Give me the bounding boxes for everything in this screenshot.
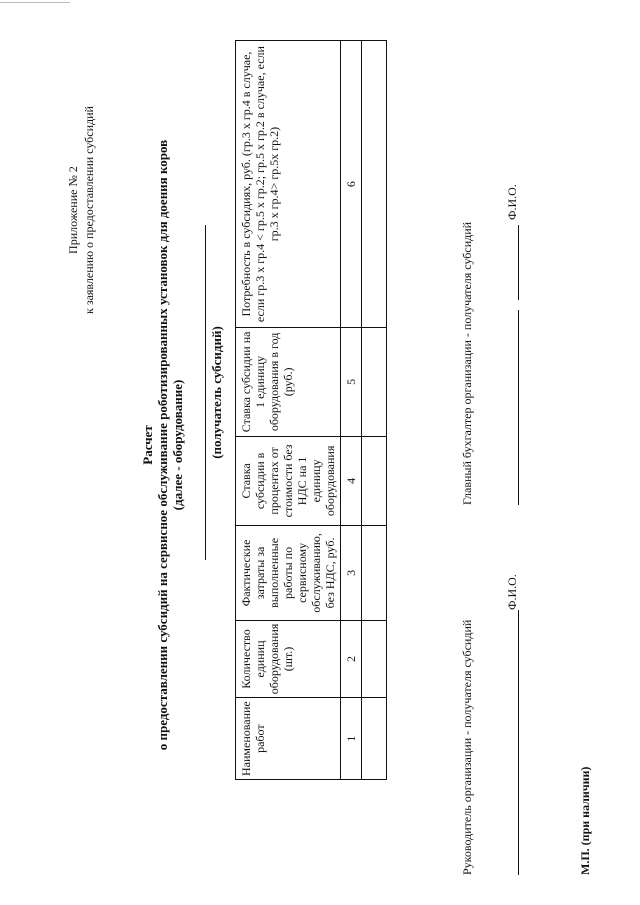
header-subsidy-percent: Ставка субсидии в процентах от стоимости без НДС на 1 единицу оборудования (236, 436, 341, 525)
header-subsidy-rate: Ставка субсидии на 1 единицу оборудования в год (руб.) (236, 328, 341, 437)
table-header-row (236, 41, 341, 780)
document-title (140, 5, 185, 885)
header-subsidy-need: Потребность в субсидиях, руб. (гр.3 х гр.4 в случае, если гр.3 х гр.4 < гр.5 х гр.2; гр.5 х гр.2 в случае, если гр.3 х гр.4> гр.5х гр.2) (236, 41, 341, 328)
appendix-header (65, 40, 97, 380)
appendix-reference: к заявлению о предоставлении субсидий (82, 106, 96, 314)
table-cell[interactable] (362, 526, 387, 621)
table-cell[interactable] (362, 41, 387, 328)
column-number: 1 (341, 698, 362, 780)
stamp-placeholder: М.П. (при наличии) (578, 766, 592, 875)
scan-edge-line (0, 2, 70, 3)
column-number: 4 (341, 436, 362, 525)
accountant-signature-line (518, 310, 519, 505)
head-fio-label: Ф.И.О. (505, 574, 519, 610)
column-number: 3 (341, 526, 362, 621)
header-work-name: Наименование работ (236, 698, 341, 780)
recipient-caption: (получатель субсидий) (209, 326, 224, 459)
table-cell[interactable] (362, 436, 387, 525)
title-heading: Расчет (140, 425, 155, 465)
column-number: 5 (341, 328, 362, 437)
calculation-table (235, 40, 387, 780)
table-column-numbers-row (341, 41, 362, 780)
title-subject: о предоставлении субсидий на сервисное обслуживание роботизированных установок для доения коров (155, 139, 170, 751)
table-cell[interactable] (362, 698, 387, 780)
accountant-signature-label: Главный бухгалтер организации - получателя субсидий (460, 221, 474, 505)
rotated-landscape-content (5, 5, 635, 900)
column-number: 2 (341, 620, 362, 698)
header-equipment-count: Количество единиц оборудования (шт.) (236, 620, 341, 698)
recipient-underline (205, 225, 206, 560)
head-signature-label: Руководитель организации - получателя субсидий (460, 619, 474, 875)
appendix-number: Приложение № 2 (66, 166, 80, 254)
table-cell[interactable] (362, 328, 387, 437)
header-actual-costs: Фактические затраты за выполненные работы по сервисному обслуживанию, без НДС, руб. (236, 526, 341, 621)
table-cell[interactable] (362, 620, 387, 698)
accountant-fio-label: Ф.И.О. (505, 184, 519, 220)
title-note: (далее - оборудование) (170, 379, 185, 511)
accountant-signature-line (518, 225, 519, 300)
column-number: 6 (341, 41, 362, 328)
table-empty-row (362, 41, 387, 780)
head-signature-line (518, 610, 519, 875)
